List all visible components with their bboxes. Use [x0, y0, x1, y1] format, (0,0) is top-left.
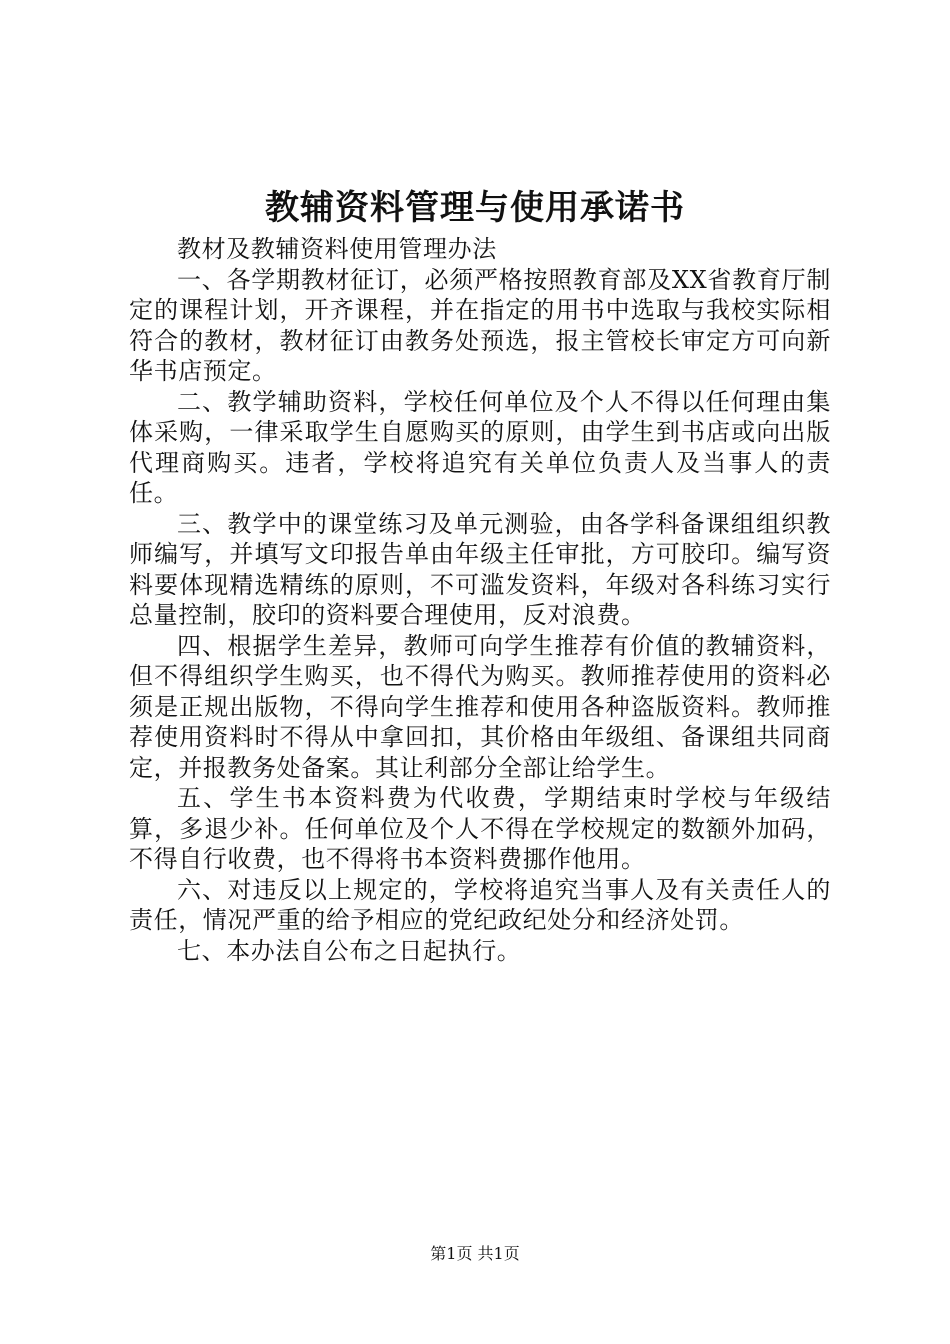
paragraph-5: 五、学生书本资料费为代收费，学期结束时学校与年级结算，多退少补。任何单位及个人不得在学校规定的数额外加码，不得自行收费，也不得将书本资料费挪作他用。 — [129, 784, 831, 873]
paragraph-3: 三、教学中的课堂练习及单元测验，由各学科备课组组织教师编写，并填写文印报告单由年级主任审批，方可胶印。编写资料要体现精选精练的原则，不可滥发资料，年级对各科练习实行总量控制，胶印的资料要合理使用，反对浪费。 — [129, 509, 831, 629]
paragraph-6: 六、对违反以上规定的，学校将追究当事人及有关责任人的责任，情况严重的给予相应的党纪政纪处分和经济处罚。 — [129, 875, 831, 934]
paragraph-4: 四、根据学生差异，教师可向学生推荐有价值的教辅资料，但不得组织学生购买，也不得代为购买。教师推荐使用的资料必须是正规出版物，不得向学生推荐和使用各种盗版资料。教师推荐使用资料时不得从中拿回扣，其价格由年级组、备课组共同商定，并报教务处备案。其让利部分全部让给学生。 — [129, 631, 831, 782]
paragraph-7: 七、本办法自公布之日起执行。 — [177, 936, 522, 965]
paragraph-2: 二、教学辅助资料，学校任何单位及个人不得以任何理由集体采购，一律采取学生自愿购买的原则，由学生到书店或向出版代理商购买。违者，学校将追究有关单位负责人及当事人的责任。 — [129, 387, 831, 507]
document-subtitle: 教材及教辅资料使用管理办法 — [177, 235, 497, 263]
document-title: 教辅资料管理与使用承诺书 — [265, 188, 685, 228]
paragraph-1: 一、各学期教材征订，必须严格按照教育部及XX省教育厅制定的课程计划，开齐课程，并在指定的用书中选取与我校实际相符合的教材，教材征订由教务处预选，报主管校长审定方可向新华书店预定。 — [129, 265, 831, 385]
document-body — [129, 234, 831, 966]
page-footer: 第1页 共1页 — [430, 1244, 520, 1263]
